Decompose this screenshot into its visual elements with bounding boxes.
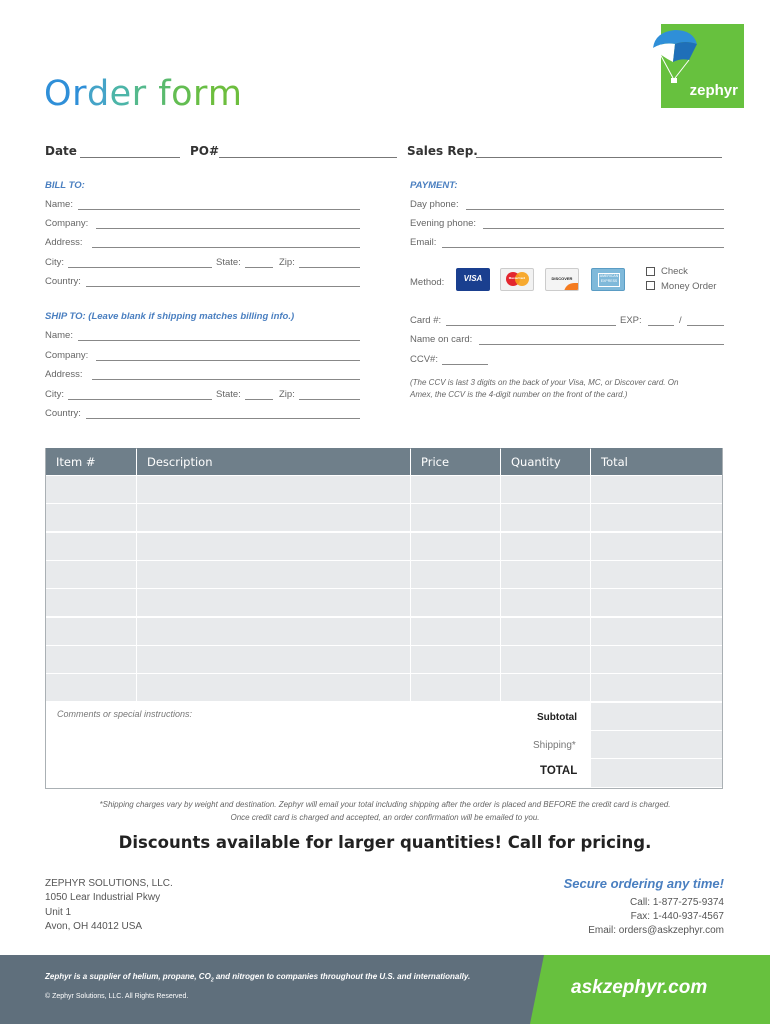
visa-card-icon[interactable] bbox=[456, 268, 490, 291]
shipping-note-line2: Once credit card is charged and accepted, an order confirmation will be emailed to you. bbox=[230, 813, 540, 822]
shipping-value[interactable] bbox=[591, 731, 722, 758]
bill-address-field[interactable] bbox=[92, 247, 360, 248]
table-cell[interactable] bbox=[411, 589, 500, 616]
mastercard-card-label: MasterCard bbox=[508, 276, 526, 280]
title-letter: r bbox=[72, 74, 87, 114]
bill-country-field[interactable] bbox=[86, 286, 360, 287]
ship-name-label: Name: bbox=[45, 330, 73, 341]
table-cell[interactable] bbox=[46, 646, 136, 673]
title-letter: d bbox=[86, 74, 110, 114]
table-cell[interactable] bbox=[137, 561, 410, 588]
table-cell[interactable] bbox=[591, 618, 722, 645]
table-cell[interactable] bbox=[411, 674, 500, 701]
col-price: Price bbox=[411, 448, 500, 475]
table-cell[interactable] bbox=[46, 504, 136, 531]
card-number-field[interactable] bbox=[446, 325, 616, 326]
shipping-note-line1: *Shipping charges vary by weight and destination. Zephyr will email your total including shipping after the order is placed and BEFORE the credit card is charged. bbox=[99, 800, 671, 809]
table-cell[interactable] bbox=[46, 618, 136, 645]
company-city: Avon, OH 44012 USA bbox=[45, 921, 143, 932]
day-phone-label: Day phone: bbox=[410, 199, 459, 210]
ship-address-label: Address: bbox=[45, 369, 83, 380]
table-cell[interactable] bbox=[46, 476, 136, 503]
ship-state-field[interactable] bbox=[245, 399, 273, 400]
table-cell[interactable] bbox=[411, 504, 500, 531]
tagline-text-rest: and nitrogen to companies throughout the U.S. and internationally. bbox=[213, 972, 471, 981]
money-order-checkbox[interactable] bbox=[646, 281, 655, 290]
table-cell[interactable] bbox=[501, 533, 590, 560]
subtotal-value[interactable] bbox=[591, 703, 722, 730]
date-label: Date bbox=[45, 144, 77, 158]
bill-zip-label: Zip: bbox=[279, 257, 295, 268]
day-phone-field[interactable] bbox=[466, 209, 724, 210]
check-checkbox[interactable] bbox=[646, 267, 655, 276]
ship-city-field[interactable] bbox=[68, 399, 212, 400]
po-field[interactable] bbox=[219, 157, 397, 158]
email-field[interactable] bbox=[442, 247, 724, 248]
table-cell[interactable] bbox=[137, 476, 410, 503]
bill-name-field[interactable] bbox=[78, 209, 360, 210]
col-quantity: Quantity bbox=[501, 448, 590, 475]
contact-email[interactable]: Email: orders@askzephyr.com bbox=[588, 925, 724, 936]
title-letter: r bbox=[131, 74, 147, 114]
money-order-label: Money Order bbox=[661, 281, 717, 292]
table-cell[interactable] bbox=[411, 618, 500, 645]
exp-month-field[interactable] bbox=[648, 325, 674, 326]
title-letter: f bbox=[158, 74, 172, 114]
check-label: Check bbox=[661, 266, 688, 277]
ship-country-label: Country: bbox=[45, 408, 81, 419]
shipping-label: Shipping* bbox=[533, 740, 576, 751]
table-cell[interactable] bbox=[137, 646, 410, 673]
comments-label: Comments or special instructions: bbox=[57, 709, 193, 719]
table-cell[interactable] bbox=[591, 533, 722, 560]
col-total: Total bbox=[591, 448, 722, 475]
title-letter: O bbox=[44, 74, 73, 114]
table-cell[interactable] bbox=[137, 674, 410, 701]
table-cell[interactable] bbox=[411, 561, 500, 588]
evening-phone-label: Evening phone: bbox=[410, 218, 477, 229]
exp-year-field[interactable] bbox=[687, 325, 724, 326]
table-cell[interactable] bbox=[591, 589, 722, 616]
ship-company-field[interactable] bbox=[96, 360, 360, 361]
visa-card-label: VISA bbox=[463, 274, 483, 283]
discover-card-icon[interactable] bbox=[545, 268, 579, 291]
total-value[interactable] bbox=[591, 759, 722, 787]
contact-fax: Fax: 1-440-937-4567 bbox=[630, 911, 724, 922]
title-letter: m bbox=[207, 74, 243, 114]
table-cell[interactable] bbox=[501, 476, 590, 503]
ship-city-label: City: bbox=[45, 389, 64, 400]
table-cell[interactable] bbox=[591, 504, 722, 531]
table-cell[interactable] bbox=[411, 533, 500, 560]
copyright: © Zephyr Solutions, LLC. All Rights Reserved. bbox=[45, 993, 189, 1000]
title-letter bbox=[147, 74, 159, 114]
amex-card-label: AMERICAN EXPRESS bbox=[598, 273, 620, 287]
ship-company-label: Company: bbox=[45, 350, 89, 361]
bill-state-label: State: bbox=[216, 257, 241, 268]
table-cell[interactable] bbox=[501, 618, 590, 645]
table-cell[interactable] bbox=[46, 533, 136, 560]
bill-company-field[interactable] bbox=[96, 228, 360, 229]
col-item-number: Item # bbox=[46, 448, 136, 475]
table-cell[interactable] bbox=[137, 589, 410, 616]
ship-country-field[interactable] bbox=[86, 418, 360, 419]
bill-country-label: Country: bbox=[45, 276, 81, 287]
amex-card-icon[interactable] bbox=[591, 268, 625, 291]
exp-separator: / bbox=[679, 315, 682, 326]
method-label: Method: bbox=[410, 277, 445, 288]
table-cell[interactable] bbox=[411, 646, 500, 673]
table-cell[interactable] bbox=[46, 589, 136, 616]
subtotal-label: Subtotal bbox=[537, 712, 577, 723]
ship-to-heading: SHIP TO: (Leave blank if shipping matches billing info.) bbox=[45, 311, 295, 322]
card-number-label: Card #: bbox=[410, 315, 442, 326]
table-cell[interactable] bbox=[591, 561, 722, 588]
company-name: ZEPHYR SOLUTIONS, LLC. bbox=[45, 878, 173, 889]
table-cell[interactable] bbox=[501, 589, 590, 616]
table-cell[interactable] bbox=[137, 618, 410, 645]
table-cell[interactable] bbox=[137, 504, 410, 531]
table-cell[interactable] bbox=[591, 646, 722, 673]
ccv-field[interactable] bbox=[442, 364, 488, 365]
bill-state-field[interactable] bbox=[245, 267, 273, 268]
table-cell[interactable] bbox=[501, 646, 590, 673]
ccv-label: CCV#: bbox=[410, 354, 438, 365]
ship-zip-field[interactable] bbox=[299, 399, 360, 400]
bill-address-label: Address: bbox=[45, 237, 83, 248]
name-on-card-label: Name on card: bbox=[410, 334, 473, 345]
bill-company-label: Company: bbox=[45, 218, 89, 229]
discover-card-label: DISCOVER bbox=[551, 276, 573, 281]
bill-to-heading: BILL TO: bbox=[45, 180, 85, 191]
email-label: Email: bbox=[410, 237, 437, 248]
zephyr-logo bbox=[661, 24, 744, 108]
ccv-note-line1: (The CCV is last 3 digits on the back of your Visa, MC, or Discover card. On bbox=[410, 378, 679, 387]
page-title bbox=[44, 74, 243, 114]
total-label: TOTAL bbox=[540, 765, 578, 777]
evening-phone-field[interactable] bbox=[483, 228, 724, 229]
website-link[interactable]: askzephyr.com bbox=[571, 977, 708, 998]
table-cell[interactable] bbox=[501, 674, 590, 701]
tagline-text: Zephyr is a supplier of helium, propane, CO bbox=[45, 972, 211, 981]
title-letter: r bbox=[193, 74, 208, 114]
bill-city-field[interactable] bbox=[68, 267, 212, 268]
ship-address-field[interactable] bbox=[92, 379, 360, 380]
table-cell[interactable] bbox=[591, 476, 722, 503]
ship-name-field[interactable] bbox=[78, 340, 360, 341]
bill-zip-field[interactable] bbox=[299, 267, 360, 268]
tagline-subscript: 2 bbox=[210, 977, 214, 984]
company-street: 1050 Lear Industrial Pkwy bbox=[45, 892, 161, 903]
table-cell[interactable] bbox=[501, 504, 590, 531]
sales-rep-field[interactable] bbox=[476, 157, 722, 158]
date-field[interactable] bbox=[80, 157, 180, 158]
contact-call: Call: 1-877-275-9374 bbox=[630, 897, 724, 908]
footer-tagline bbox=[45, 972, 470, 984]
discount-banner: Discounts available for larger quantities! Call for pricing. bbox=[118, 833, 652, 852]
table-cell[interactable] bbox=[46, 561, 136, 588]
exp-label: EXP: bbox=[620, 315, 642, 326]
ship-state-label: State: bbox=[216, 389, 241, 400]
secure-ordering-heading: Secure ordering any time! bbox=[563, 876, 724, 891]
sales-rep-label: Sales Rep. bbox=[407, 144, 478, 158]
ccv-note-line2: Amex, the CCV is the 4-digit number on the front of the card.) bbox=[410, 390, 628, 399]
table-cell[interactable] bbox=[411, 476, 500, 503]
payment-heading: PAYMENT: bbox=[410, 180, 458, 191]
logo-wordmark: zephyr bbox=[689, 82, 738, 99]
title-letter: e bbox=[109, 74, 132, 114]
table-cell[interactable] bbox=[46, 674, 136, 701]
balloon-icon bbox=[645, 26, 709, 90]
po-label: PO# bbox=[190, 144, 220, 158]
mastercard-card-icon[interactable] bbox=[500, 268, 534, 291]
bill-city-label: City: bbox=[45, 257, 64, 268]
col-description: Description bbox=[137, 448, 410, 475]
name-on-card-field[interactable] bbox=[479, 344, 724, 345]
ship-zip-label: Zip: bbox=[279, 389, 295, 400]
bill-name-label: Name: bbox=[45, 199, 73, 210]
table-cell[interactable] bbox=[591, 674, 722, 701]
company-unit: Unit 1 bbox=[45, 907, 72, 918]
title-letter: o bbox=[171, 74, 193, 114]
table-cell[interactable] bbox=[137, 533, 410, 560]
table-cell[interactable] bbox=[501, 561, 590, 588]
